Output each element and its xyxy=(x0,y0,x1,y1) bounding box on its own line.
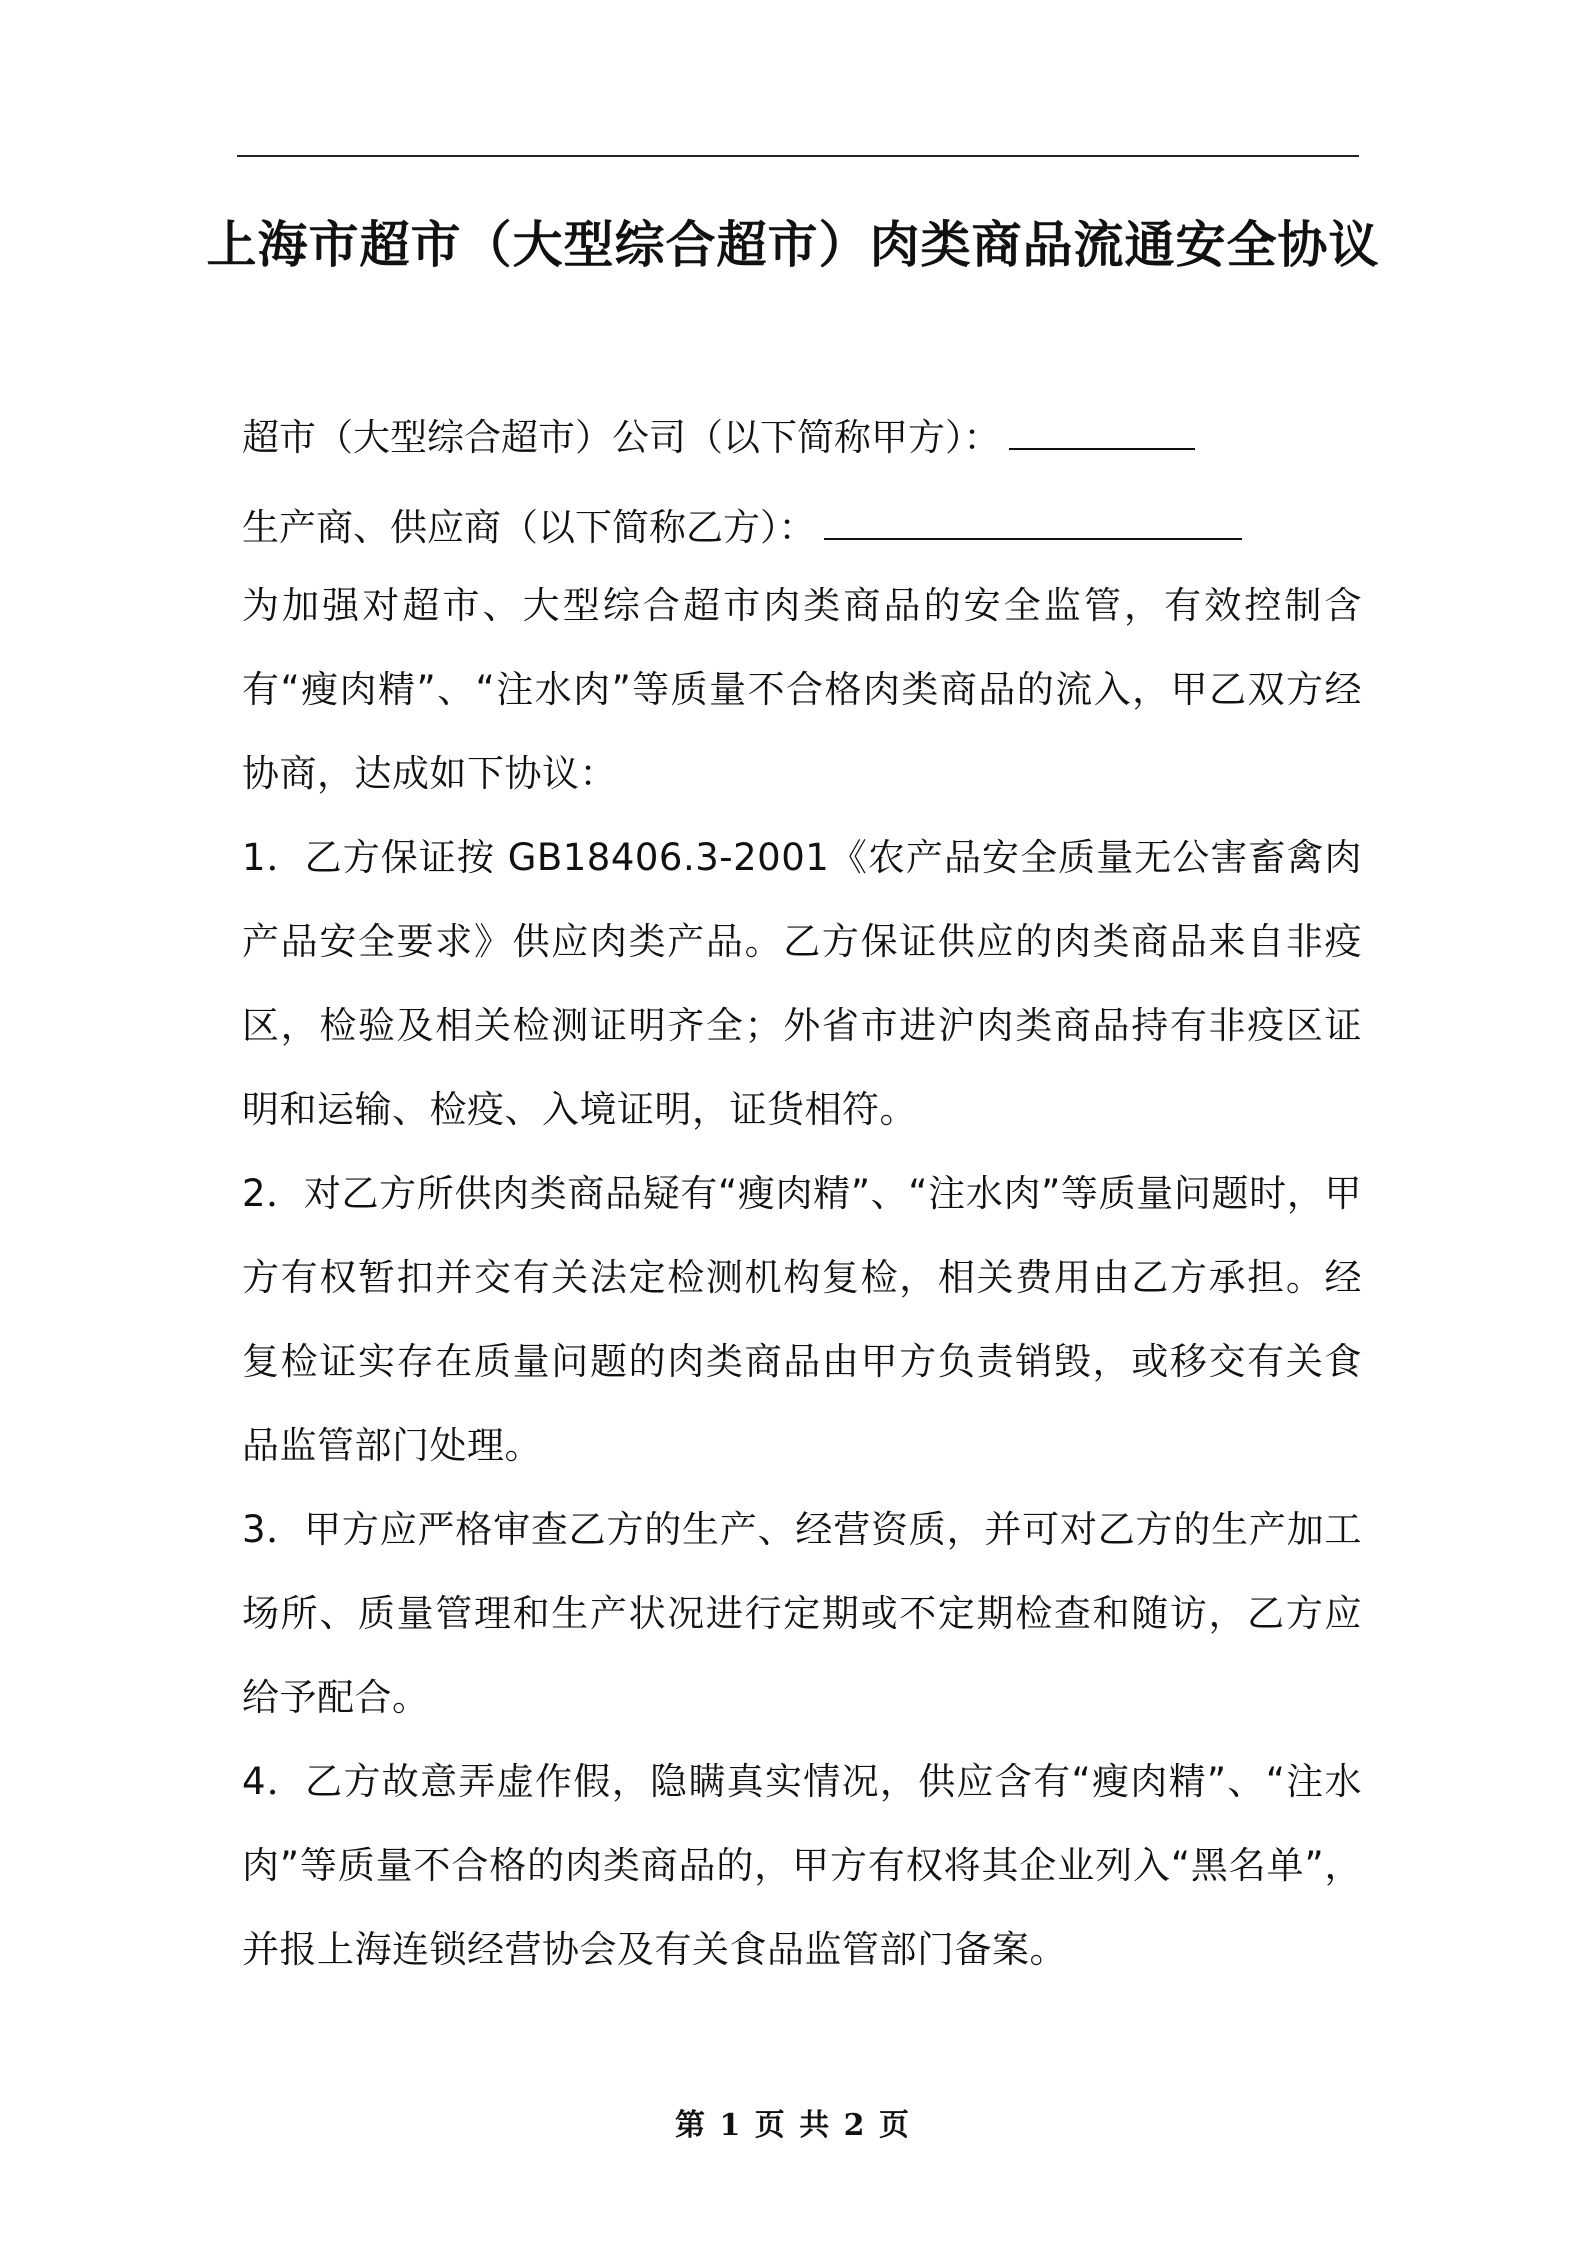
clause-3-text: 3．甲方应严格审查乙方的生产、经营资质，并可对乙方的生产加工场所、质量管理和生产状况进行定期或不定期检查和随访，乙方应给予配合。 xyxy=(242,1508,1362,1719)
clause-3 xyxy=(242,1488,1362,1740)
party-b-label: 生产商、供应商（以下简称乙方）： xyxy=(242,506,816,549)
clause-4 xyxy=(242,1740,1362,1992)
clause-2-text: 2．对乙方所供肉类商品疑有“瘦肉精”、“注水肉”等质量问题时，甲方有权暂扣并交有关法定检测机构复检，相关费用由乙方承担。经复检证实存在质量问题的肉类商品由甲方负责销毁，或移交有关食品监管部门处理。 xyxy=(242,1172,1362,1467)
clause-2 xyxy=(242,1152,1362,1488)
header-rule xyxy=(237,155,1359,157)
party-a-blank xyxy=(1009,412,1195,450)
party-b-blank xyxy=(824,502,1242,540)
clause-1 xyxy=(242,816,1362,1152)
party-a-line xyxy=(242,408,1195,468)
intro-paragraph xyxy=(242,564,1362,816)
clause-4-text: 4．乙方故意弄虚作假，隐瞒真实情况，供应含有“瘦肉精”、“注水肉”等质量不合格的肉类商品的，甲方有权将其企业列入“黑名单”，并报上海连锁经营协会及有关食品监管部门备案。 xyxy=(242,1760,1362,1971)
clause-1-text: 1．乙方保证按 GB18406.3-2001《农产品安全质量无公害畜禽肉产品安全要求》供应肉类产品。乙方保证供应的肉类商品来自非疫区，检验及相关检测证明齐全；外省市进沪肉类商品持有非疫区证明和运输、检疫、入境证明，证货相符。 xyxy=(242,836,1362,1131)
party-b-line xyxy=(242,498,1242,558)
document-title: 上海市超市（大型综合超市）肉类商品流通安全协议 xyxy=(206,216,1380,274)
page-number-footer: 第 1 页 共 2 页 xyxy=(675,2108,911,2143)
party-a-label: 超市（大型综合超市）公司（以下简称甲方）： xyxy=(242,416,1001,459)
intro-text: 为加强对超市、大型综合超市肉类商品的安全监管，有效控制含有“瘦肉精”、“注水肉”等质量不合格肉类商品的流入，甲乙双方经协商，达成如下协议： xyxy=(242,584,1362,795)
